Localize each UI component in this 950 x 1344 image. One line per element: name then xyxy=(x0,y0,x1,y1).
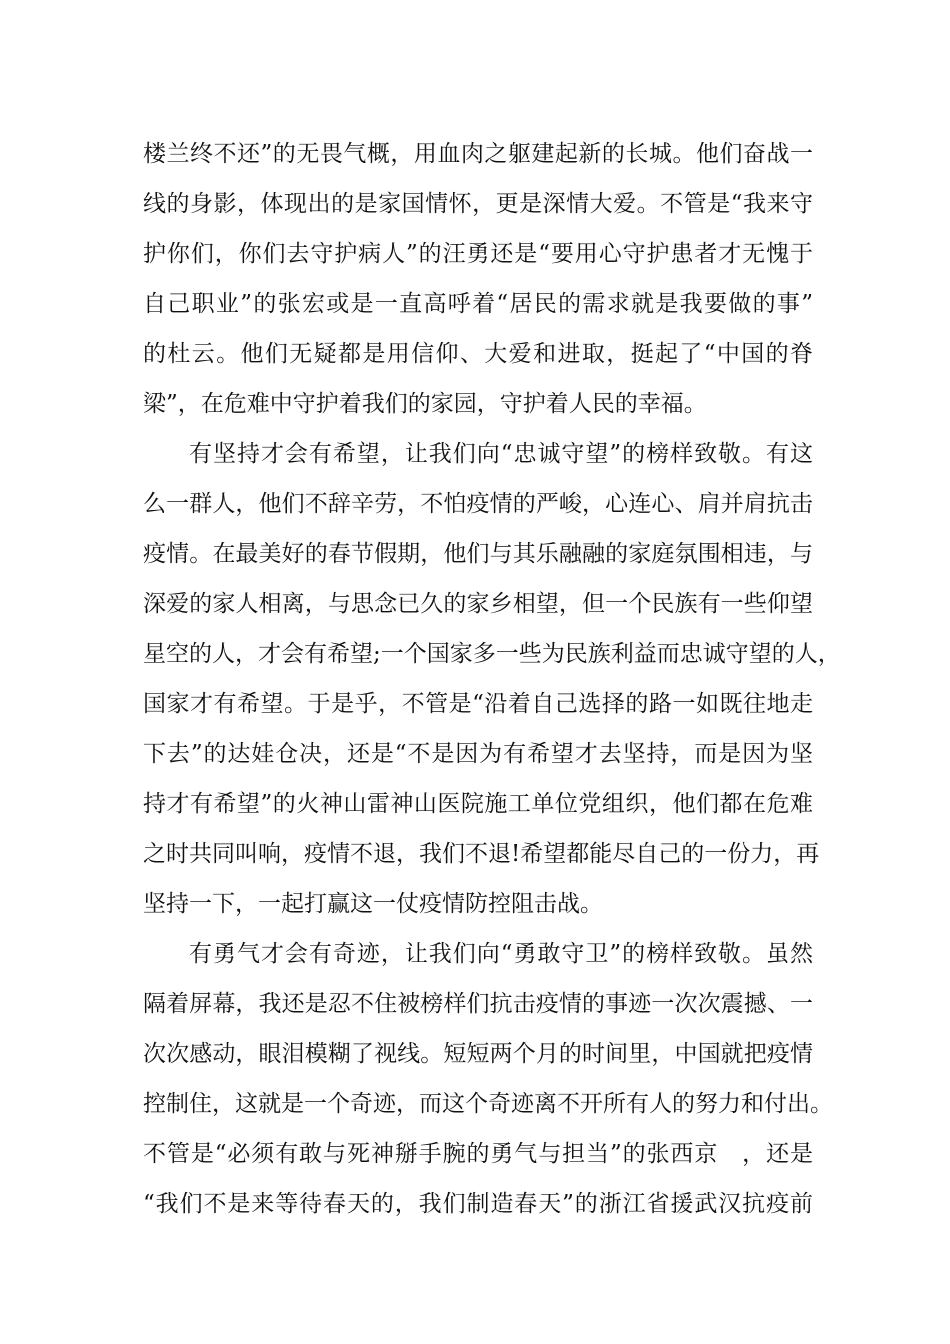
text-line: 的杜云。他们无疑都是用信仰、大爱和进取，挺起了“中国的脊 xyxy=(143,341,813,367)
text-line: 国家才有希望。于是乎，不管是“沿着自己选择的路一如既往地走 xyxy=(143,691,813,717)
paragraph-first-line: 有坚持才会有希望，让我们向“忠诚守望”的榜样致敬。有这 xyxy=(189,441,813,467)
text-line: 坚持一下，一起打赢这一仗疫情防控阻击战。 xyxy=(143,891,603,917)
text-line: 线的身影，体现出的是家国情怀，更是深情大爱。不管是“我来守 xyxy=(143,191,813,217)
text-line: 不管是“必须有敢与死神掰手腕的勇气与担当”的张西京 ，还是 xyxy=(143,1141,813,1167)
paragraph-first-line: 有勇气才会有奇迹，让我们向“勇敢守卫”的榜样致敬。虽然 xyxy=(189,941,813,967)
text-line: 深爱的家人相离，与思念已久的家乡相望，但一个民族有一些仰望 xyxy=(143,591,813,617)
text-line: 楼兰终不还”的无畏气概，用血肉之躯建起新的长城。他们奋战一 xyxy=(143,141,813,167)
text-line: 星空的人，才会有希望;一个国家多一些为民族利益而忠诚守望的人， xyxy=(143,641,841,667)
text-line: “我们不是来等待春天的，我们制造春天”的浙江省援武汉抗疫前 xyxy=(143,1191,813,1217)
text-line: 下去”的达娃仓决，还是“不是因为有希望才去坚持，而是因为坚 xyxy=(143,741,813,767)
text-line: 疫情。在最美好的春节假期，他们与其乐融融的家庭氛围相违，与 xyxy=(143,541,813,567)
text-line: 持才有希望”的火神山雷神山医院施工单位党组织，他们都在危难 xyxy=(143,791,813,817)
text-line: 控制住，这就是一个奇迹，而这个奇迹离不开所有人的努力和付出。 xyxy=(143,1091,833,1117)
text-line: 护你们，你们去守护病人”的汪勇还是“要用心守护患者才无愧于 xyxy=(143,241,813,267)
text-line: 梁”，在危难中守护着我们的家园，守护着人民的幸福。 xyxy=(143,391,707,417)
text-line: 自己职业”的张宏或是一直高呼着“居民的需求就是我要做的事” xyxy=(143,291,813,317)
text-line: 么一群人，他们不辞辛劳，不怕疫情的严峻，心连心、肩并肩抗击 xyxy=(143,491,813,517)
text-line: 隔着屏幕，我还是忍不住被榜样们抗击疫情的事迹一次次震撼、一 xyxy=(143,991,813,1017)
text-line: 之时共同叫响，疫情不退，我们不退!希望都能尽自己的一份力，再 xyxy=(143,841,820,867)
text-line: 次次感动，眼泪模糊了视线。短短两个月的时间里，中国就把疫情 xyxy=(143,1041,813,1067)
body-text xyxy=(143,129,841,1229)
